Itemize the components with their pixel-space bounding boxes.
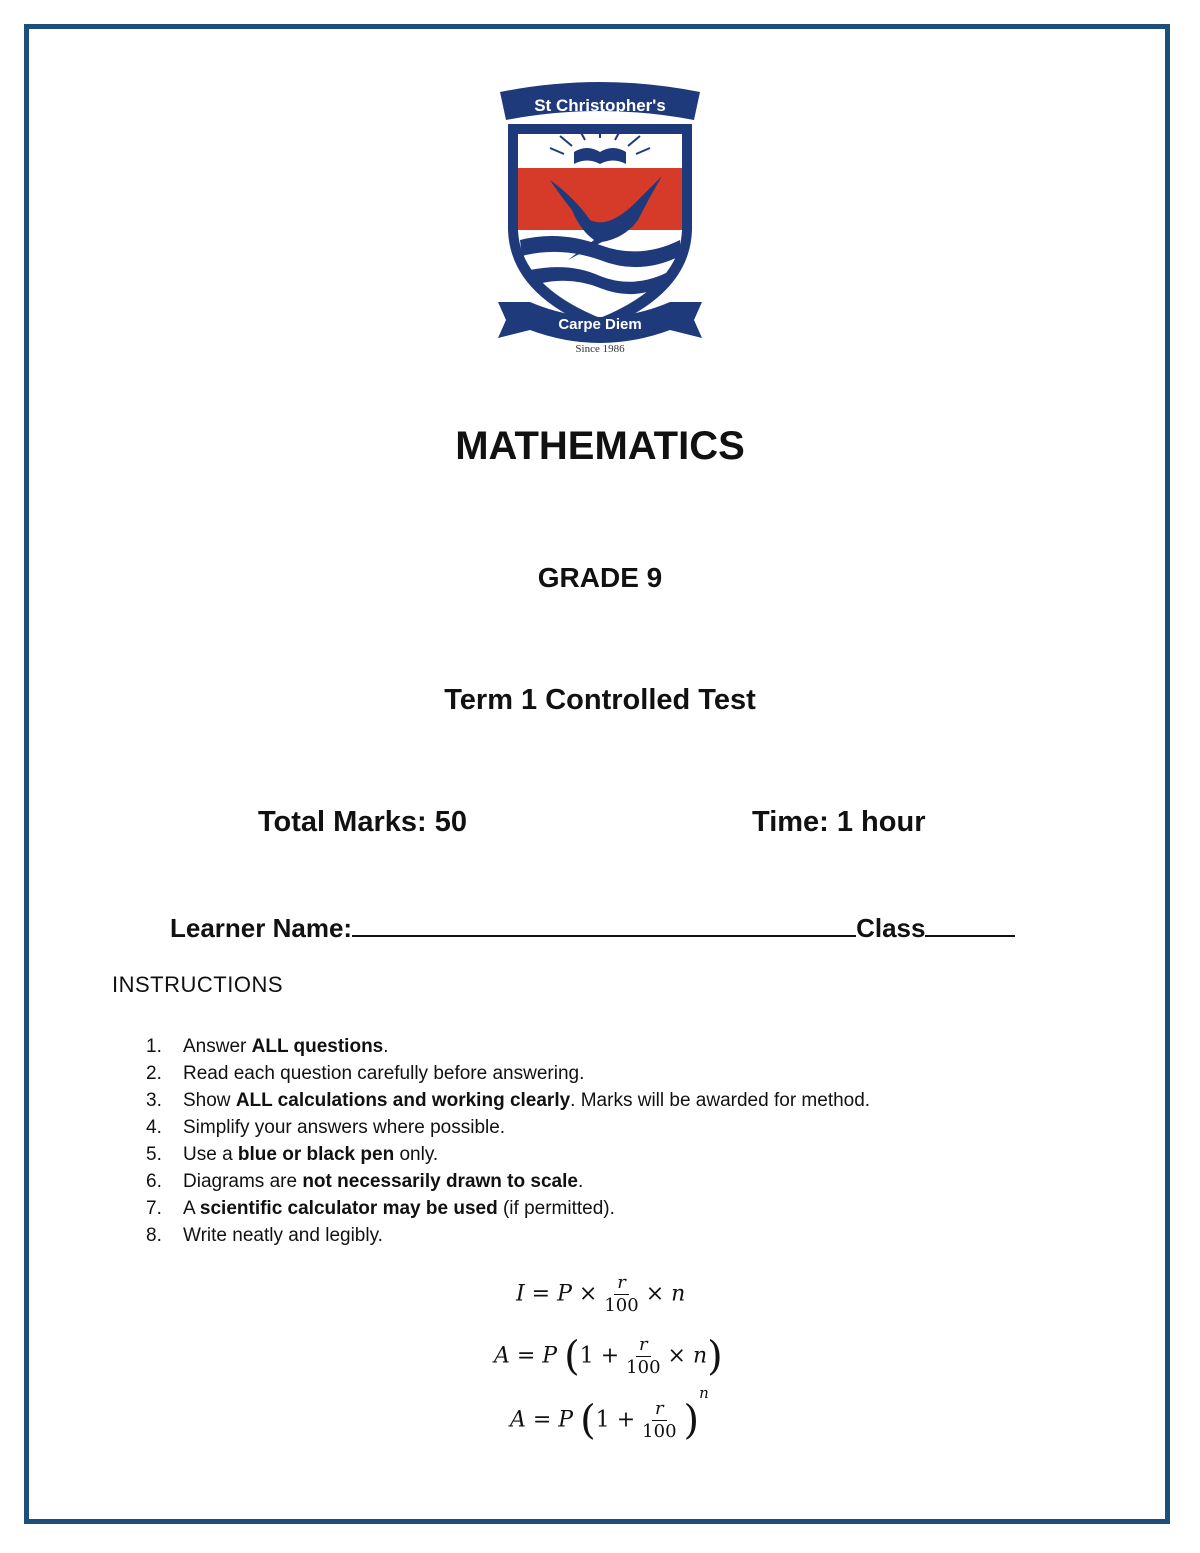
instruction-text: Simplify your answers where possible. (183, 1117, 506, 1138)
time-allowed: Time: 1 hour (752, 806, 926, 838)
instruction-text: . Marks will be awarded for method. (570, 1090, 871, 1111)
instruction-number: 6. (146, 1171, 162, 1192)
instruction-text: Show (183, 1090, 236, 1111)
instruction-item (146, 1060, 870, 1087)
instruction-item (146, 1168, 870, 1195)
instruction-item (146, 1141, 870, 1168)
instruction-item (146, 1087, 870, 1114)
instruction-number: 5. (146, 1144, 162, 1165)
learner-details-line (170, 913, 1015, 944)
school-crest-logo (490, 80, 710, 355)
instruction-number: 4. (146, 1117, 162, 1138)
instruction-item (146, 1195, 870, 1222)
crest-since: Since 1986 (575, 343, 625, 355)
total-marks: Total Marks: 50 (258, 806, 467, 838)
learner-name-label: Learner Name: (170, 913, 353, 943)
formula-simple-amount: A = P (1 + $\frac{r}{100}$ × n) (494, 1333, 723, 1380)
crest-motto: Carpe Diem (558, 316, 642, 333)
instruction-text: Answer (183, 1036, 252, 1057)
instruction-item (146, 1114, 870, 1141)
class-blank[interactable] (925, 913, 1015, 937)
instruction-number: 2. (146, 1063, 162, 1084)
instruction-text: Diagrams are (183, 1171, 303, 1192)
instruction-item (146, 1222, 870, 1249)
crest-school-name: St Christopher's (534, 96, 666, 115)
instruction-text-bold: ALL questions (251, 1036, 384, 1057)
instruction-text: only. (394, 1144, 439, 1165)
class-label: Class (856, 913, 926, 943)
instruction-item (146, 1033, 870, 1060)
instruction-text: A (183, 1198, 200, 1219)
instruction-number: 1. (146, 1036, 162, 1057)
instruction-number: 3. (146, 1090, 162, 1111)
assessment-title: Term 1 Controlled Test (444, 684, 756, 716)
instructions-heading: INSTRUCTIONS (112, 972, 283, 997)
instruction-text: . (577, 1171, 584, 1192)
instruction-number: 7. (146, 1198, 162, 1219)
instructions-list (146, 1033, 870, 1249)
formula-simple-interest: I = P × $\frac{r}{100}$ × n (516, 1272, 686, 1316)
instruction-text-bold: not necessarily drawn to scale (302, 1171, 578, 1192)
subject-title: MATHEMATICS (455, 424, 745, 468)
instruction-text: Use a (183, 1144, 238, 1165)
instruction-text-bold: blue or black pen (237, 1144, 395, 1165)
instruction-text: (if permitted). (497, 1198, 615, 1219)
formula-compound-amount: A = P (1 + $\frac{r}{100}$ )$^n$ (510, 1384, 709, 1444)
instruction-text: Read each question carefully before answering. (183, 1063, 585, 1084)
instruction-text-bold: scientific calculator may be used (199, 1198, 498, 1219)
instruction-number: 8. (146, 1225, 162, 1246)
instruction-text-bold: ALL calculations and working clearly (235, 1090, 571, 1111)
instruction-text: . (383, 1036, 389, 1057)
grade-label: GRADE 9 (537, 562, 663, 593)
instruction-text: Write neatly and legibly. (183, 1225, 383, 1246)
learner-name-blank[interactable] (352, 913, 856, 937)
